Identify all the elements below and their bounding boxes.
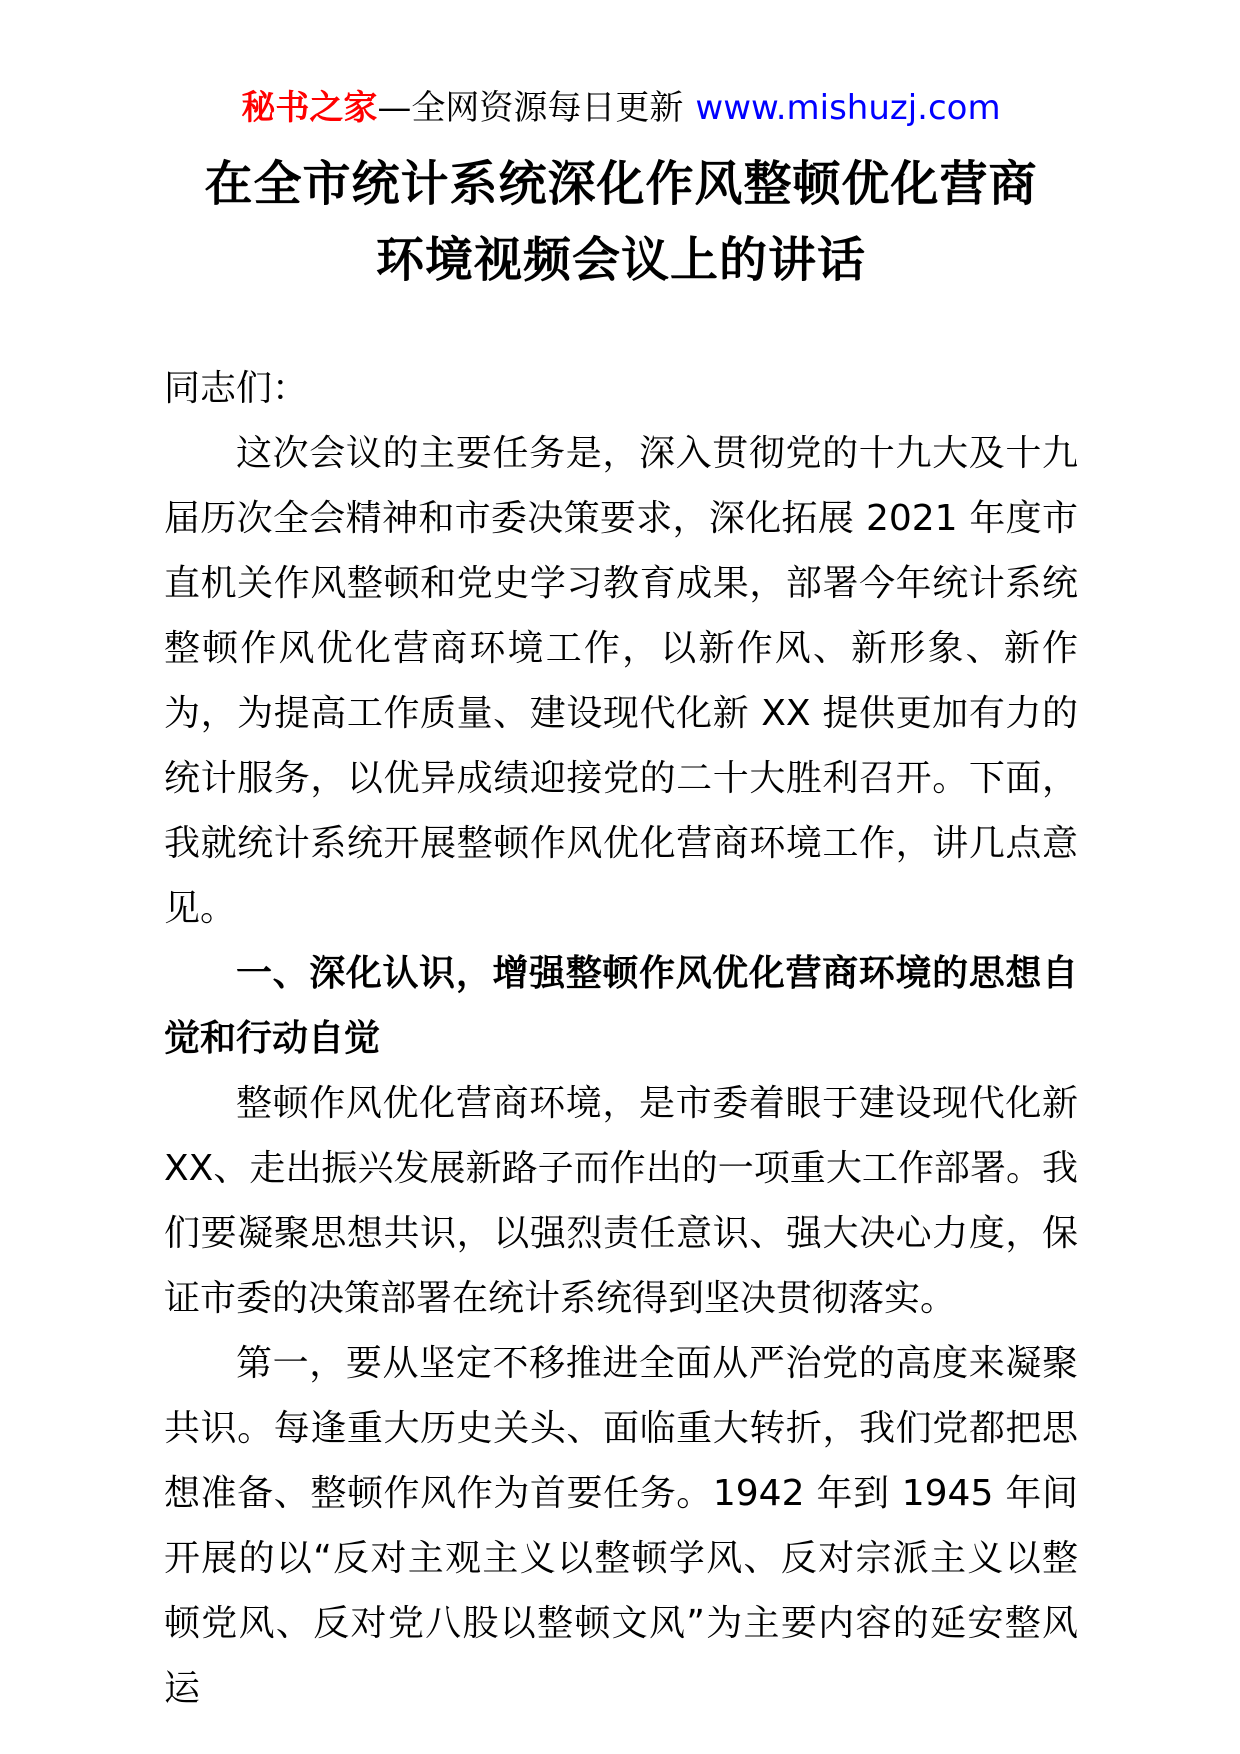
document-body (164, 356, 1078, 1721)
paragraph-2: 整顿作风优化营商环境，是市委着眼于建设现代化新XX、走出振兴发展新路子而作出的一项重大工作部署。我们要凝聚思想共识，以强烈责任意识、强大决心力度，保证市委的决策部署在统计系统得到坚决贯彻落实。 (164, 1083, 1078, 1319)
document-title (164, 146, 1078, 298)
paragraph-1: 这次会议的主要任务是，深入贯彻党的十九大及十九届历次全会精神和市委决策要求，深化拓展 2021 年度市直机关作风整顿和党史学习教育成果，部署今年统计系统整顿作风优化营商环境工作，以新作风、新形象、新作为，为提高工作质量、建设现代化新 XX 提供更加有力的统计服务，以优异成绩迎接党的二十大胜利召开。下面，我就统计系统开展整顿作风优化营商环境工作，讲几点意见。 (164, 433, 1078, 929)
salutation: 同志们： (164, 368, 309, 409)
brand-text: 秘书之家 (241, 88, 378, 128)
section-heading-1: 一、深化认识，增强整顿作风优化营商环境的思想自觉和行动自觉 (164, 953, 1078, 1059)
paragraph-3: 第一，要从坚定不移推进全面从严治党的高度来凝聚共识。每逢重大历史关头、面临重大转折，我们党都把思想准备、整顿作风作为首要任务。1942 年到 1945 年间开展的以“反对主观主义以整顿学风、反对宗派主义以整顿党风、反对党八股以整顿文风”为主要内容的延安整风运 (164, 1343, 1078, 1709)
document-header (164, 84, 1078, 132)
header-separator: — (377, 88, 412, 128)
title-line-1: 在全市统计系统深化作风整顿优化营商 (204, 156, 1038, 212)
header-url-link[interactable]: www.mishuzj.com (695, 88, 1001, 128)
title-line-2: 环境视频会议上的讲话 (375, 232, 866, 288)
header-tagline: 全网资源每日更新 (411, 88, 684, 128)
